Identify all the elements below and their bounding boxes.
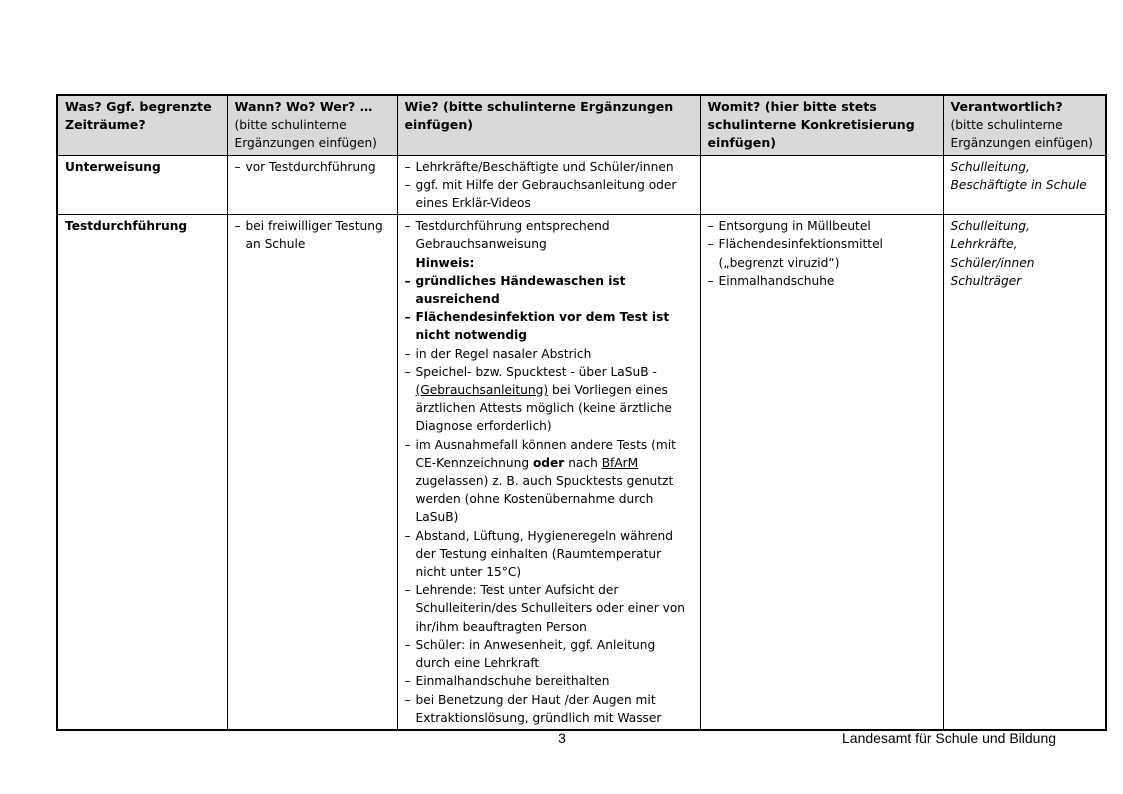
list-item: – bei freiwilliger Testung an Schule — [234, 219, 383, 252]
page-number: 3 — [558, 730, 566, 746]
dash-bullet: – — [404, 177, 411, 192]
list-item: – Flächendesinfektion vor dem Test ist nicht notwendig — [404, 310, 670, 343]
header-was: Was? Ggf. begrenzte Zeiträume? — [57, 95, 227, 155]
hinweis-label: Hinweis: — [415, 255, 475, 270]
list-item: – Abstand, Lüftung, Hygieneregeln während der Testung einhalten (Raumtemperatur nicht unter 15°C) — [404, 528, 674, 580]
dash-bullet: – — [404, 437, 411, 452]
list-item: – Lehrkräfte/Beschäftigte und Schüler/innen — [405, 158, 693, 176]
header-verantwortlich: Verantwortlich? (bitte schulinterne Ergänzungen einfügen) — [943, 95, 1106, 155]
list-item: – ggf. mit Hilfe der Gebrauchsanleitung oder eines Erklär-Videos — [404, 177, 677, 211]
dash-bullet: – — [707, 273, 714, 288]
list-item: – vor Testdurchführung — [235, 158, 390, 176]
cell-verantwortlich-unterweisung: Schulleitung, Beschäftigte in Schule — [943, 155, 1106, 215]
dash-bullet: – — [404, 637, 411, 652]
gebrauchsanleitung-link[interactable]: (Gebrauchsanleitung) — [415, 383, 549, 398]
dash-bullet: – — [404, 273, 411, 288]
dash-bullet: – — [404, 219, 411, 234]
dash-bullet: – — [404, 159, 411, 174]
cell-wie-testdurchfuehrung — [397, 215, 700, 730]
list-item: – Einmalhandschuhe — [708, 272, 936, 290]
list-item: – Speichel- bzw. Spucktest - über LaSuB - (Gebrauchsanleitung) bei Vorliegen eines ärztlichen Attests möglich (keine ärztliche Diagnose erforderlich) — [404, 364, 672, 434]
header-wie: Wie? (bitte schulinterne Ergänzungen einfügen) — [397, 95, 700, 155]
dash-bullet: – — [404, 674, 411, 689]
dash-bullet: – — [404, 346, 411, 361]
list-item: – Einmalhandschuhe bereithalten — [405, 672, 693, 690]
dash-bullet: – — [707, 219, 714, 234]
dash-bullet: – — [404, 528, 411, 543]
list-item: – Entsorgung in Müllbeutel — [708, 217, 936, 235]
list-item: – Lehrende: Test unter Aufsicht der Schulleiterin/des Schulleiters oder einer von ihr/ihm beauftragten Person — [404, 583, 686, 634]
dash-bullet: – — [404, 692, 411, 707]
list-item: – in der Regel nasaler Abstrich — [405, 345, 693, 363]
list-item: – gründliches Händewaschen ist ausreichend — [404, 273, 626, 307]
table-header-row — [57, 95, 1106, 155]
list-item: – im Ausnahmefall können andere Tests (mit CE-Kennzeichnung oder nach BfArM zugelassen) z. B. auch Spucktests genutzt werden (ohne Kostenübernahme durch LaSuB) — [404, 437, 676, 525]
list-item: – Flächendesinfektionsmittel („begrenzt viruzid“) — [707, 237, 883, 270]
header-wann: Wann? Wo? Wer? … (bitte schulinterne Ergänzungen einfügen) — [227, 95, 397, 155]
bfarm-link[interactable]: BfArM — [601, 455, 639, 470]
dash-bullet: – — [707, 237, 714, 252]
cell-label-unterweisung: Unterweisung — [57, 155, 227, 215]
dash-bullet: – — [234, 219, 241, 234]
cell-womit-unterweisung — [700, 155, 943, 215]
dash-bullet: – — [404, 364, 411, 379]
dash-bullet: – — [234, 159, 241, 174]
dash-bullet: – — [404, 583, 411, 598]
cell-womit-testdurchfuehrung — [700, 215, 943, 730]
cell-label-testdurchfuehrung: Testdurchführung — [57, 215, 227, 730]
list-item: – Schüler: in Anwesenheit, ggf. Anleitung durch eine Lehrkraft — [404, 637, 656, 671]
cell-wann-testdurchfuehrung — [227, 215, 397, 730]
table-row-unterweisung — [57, 155, 1106, 215]
measures-table — [56, 94, 1107, 731]
dash-bullet: – — [404, 310, 411, 325]
cell-wie-unterweisung — [397, 155, 700, 215]
footer-organization: Landesamt für Schule und Bildung — [842, 730, 1057, 746]
cell-wann-unterweisung — [227, 155, 397, 215]
cell-verantwortlich-testdurchfuehrung: Schulleitung, Lehrkräfte, Schüler/innen Schulträger — [943, 215, 1106, 730]
list-item: – bei Benetzung der Haut /der Augen mit Extraktionslösung, gründlich mit Wasser — [404, 692, 662, 725]
list-item: – Testdurchführung entsprechend Gebrauchsanweisung — [404, 219, 610, 252]
header-womit: Womit? (hier bitte stets schulinterne Konkretisierung einfügen) — [700, 95, 943, 155]
table-row-testdurchfuehrung — [57, 215, 1106, 730]
